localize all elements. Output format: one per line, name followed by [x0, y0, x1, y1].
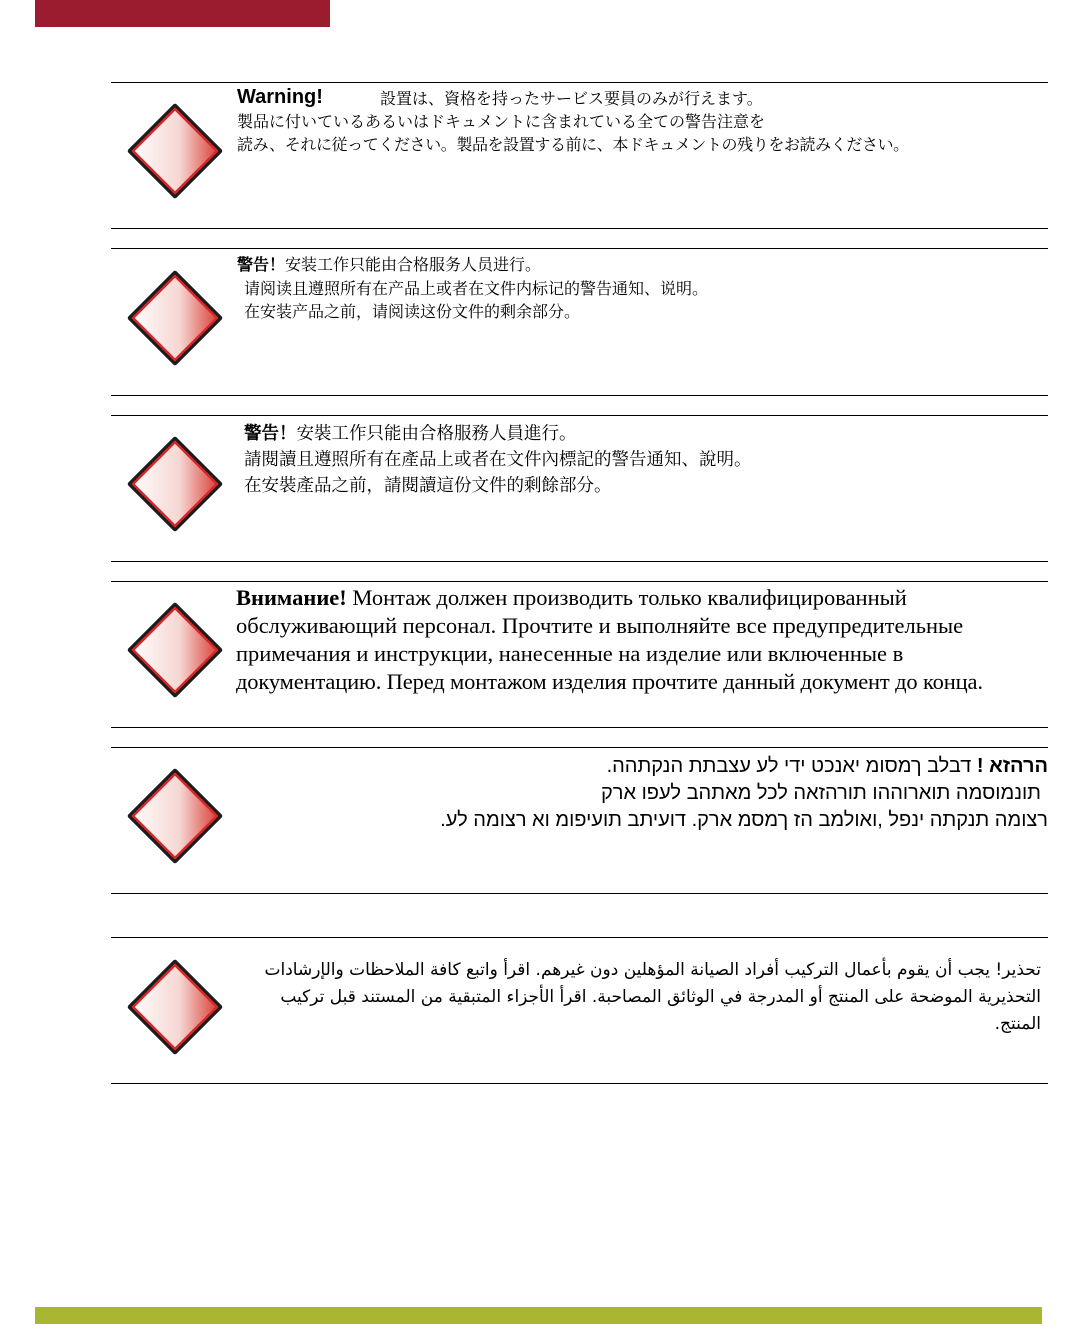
- footer-accent-bar: [35, 1307, 1042, 1324]
- section-divider: [111, 747, 1048, 748]
- warning-line: المنتج.: [994, 1014, 1041, 1034]
- warning-line: Монтаж должен производить только квалифицированный: [346, 585, 907, 610]
- warning-line: דבלב ךמסומ יאנכט ידי לע עצבתת הנקתהה.: [606, 755, 977, 777]
- section-divider: [111, 727, 1048, 728]
- warning-title: Внимание!: [236, 585, 347, 610]
- warning-line: документацию. Перед монтажом изделия прочтите данный документ до конца.: [236, 669, 983, 694]
- section-divider: [111, 1083, 1048, 1084]
- warning-line: 在安装产品之前，请阅读这份文件的剩余部分。: [244, 302, 581, 321]
- warning-line: 読み、それに従ってください。製品を設置する前に、本ドキュメントの残りをお読みください。: [237, 135, 909, 154]
- warning-line: примечания и инструкции, нанесенные на изделие или включенные в: [236, 641, 904, 666]
- section-divider: [111, 893, 1048, 894]
- warning-line: 請閱讀且遵照所有在產品上或者在文件內標記的警告通知、說明。: [244, 450, 752, 470]
- warning-line: רצומה תנקתה ינפל ,ואולמב הז ךמסמ ארק. דועיתב תועיפומ וא רצומה לע.: [440, 809, 1048, 831]
- warning-line: التحذيرية الموضحة على المنتج أو المدرجة في الوثائق المصاحبة. اقرأ الأجزاء المتبقية من المستند قبل تركيب: [280, 987, 1041, 1007]
- section-divider: [111, 395, 1048, 396]
- warning-line: 在安裝產品之前，請閱讀這份文件的剩餘部分。: [244, 476, 612, 496]
- section-divider: [111, 561, 1048, 562]
- warning-line: 安装工作只能由合格服务人员进行。: [285, 255, 542, 274]
- warning-diamond-icon: [127, 768, 223, 864]
- warning-title: 警告！: [244, 424, 297, 444]
- warning-line: תונמוסמה תוארוההו תורהזאה לכל מאתהב לעפו ארק: [601, 782, 1041, 804]
- warning-title: 警告！: [237, 255, 286, 274]
- warning-diamond-icon: [127, 103, 223, 199]
- section-divider: [111, 82, 1048, 83]
- warning-line: 请阅读且遵照所有在产品上或者在文件内标记的警告通知、说明。: [244, 279, 709, 298]
- warning-line: 安裝工作只能由合格服務人員進行。: [296, 424, 577, 444]
- warning-diamond-icon: [127, 602, 223, 698]
- section-divider: [111, 581, 1048, 582]
- section-divider: [111, 937, 1048, 938]
- warning-diamond-icon: [127, 436, 223, 532]
- section-divider: [111, 415, 1048, 416]
- warning-diamond-icon: [127, 270, 223, 366]
- section-divider: [111, 248, 1048, 249]
- warning-title: Warning!: [237, 86, 323, 108]
- warning-line: обслуживающий персонал. Прочтите и выполняйте все предупредительные: [236, 613, 964, 638]
- warning-line: 設置は、資格を持ったサービス要員のみが行えます。: [380, 89, 763, 108]
- warning-line: 製品に付いているあるいはドキュメントに含まれている全ての警告注意を: [237, 112, 766, 131]
- warning-diamond-icon: [127, 959, 223, 1055]
- header-accent-bar: [35, 0, 330, 27]
- section-divider: [111, 228, 1048, 229]
- warning-line: تحذير! يجب أن يقوم بأعمال التركيب أفراد الصيانة المؤهلين دون غيرهم. اقرأ واتبع كافة الملاحظات والإرشادات: [264, 960, 1041, 980]
- warning-title: הרהזא !: [976, 755, 1048, 777]
